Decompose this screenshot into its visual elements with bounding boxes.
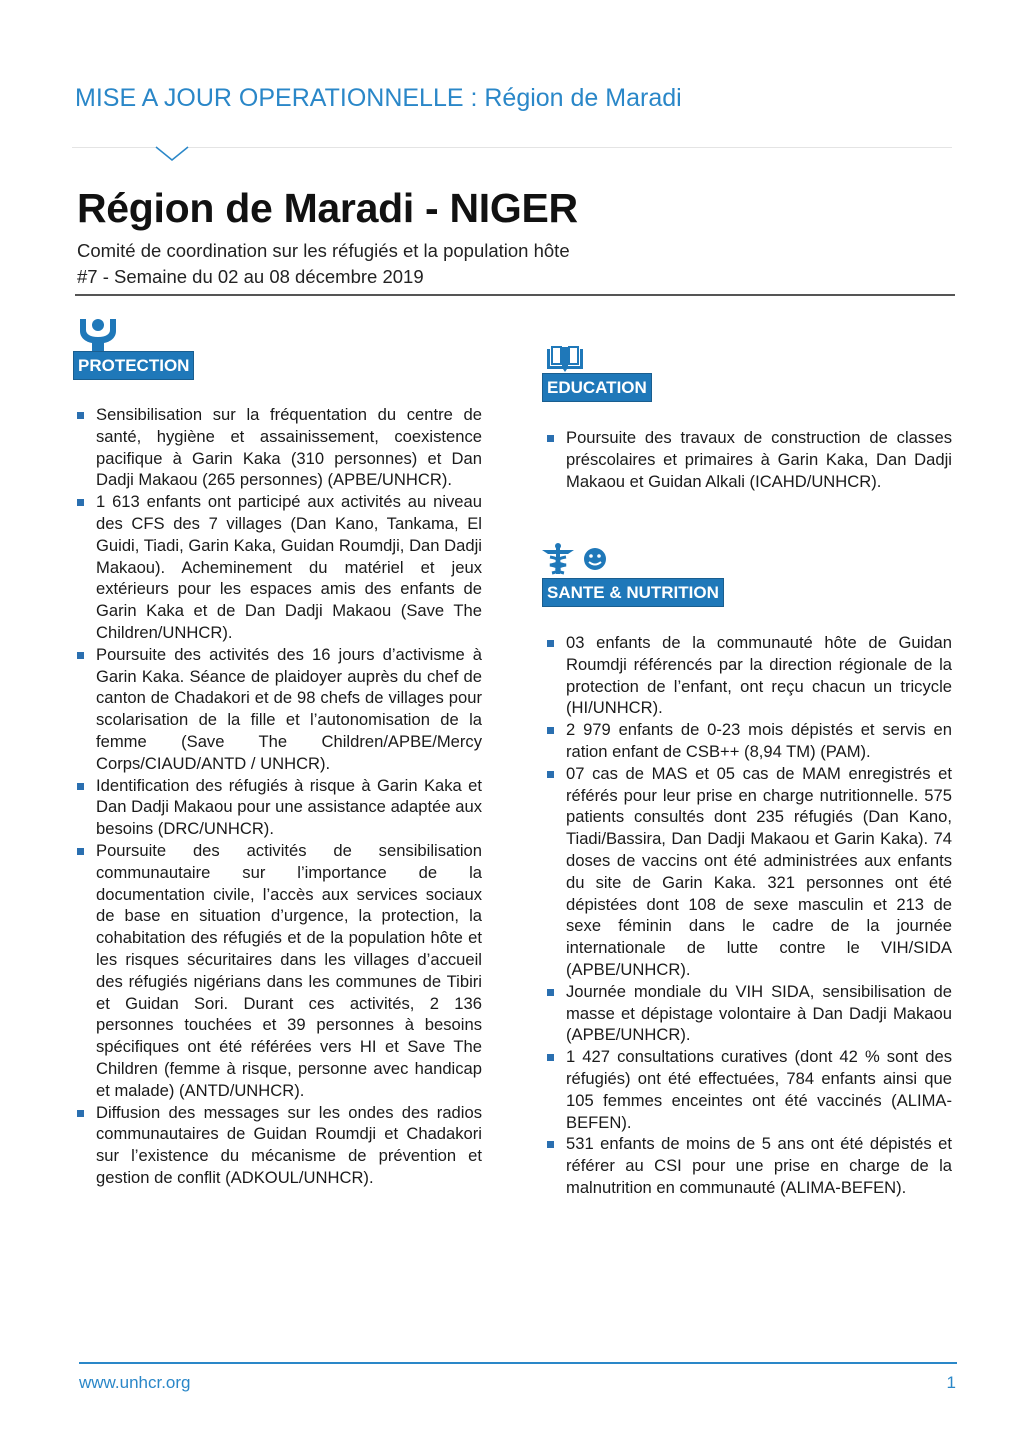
footer-divider	[79, 1362, 957, 1364]
page-number: 1	[946, 1373, 956, 1392]
page-title: Région de Maradi - NIGER	[77, 185, 578, 231]
title-divider	[75, 294, 955, 296]
list-item: Poursuite des activités des 16 jours d’activisme à Garin Kaka. Séance de plaidoyer auprès du chef de canton de Chadakori et de 98 chefs de villages pour scolarisation de la fille et l’autonomisation de la femme (Save The Children/APBE/Mercy Corps/CIAUD/ANTD / UNHCR).	[75, 644, 482, 775]
book-icon	[544, 345, 586, 373]
page-week: #7 - Semaine du 02 au 08 décembre 2019	[77, 266, 424, 287]
section-label-protection: PROTECTION	[73, 351, 194, 380]
footer-website-link[interactable]: www.unhcr.org	[79, 1373, 191, 1392]
list-item: Poursuite des travaux de construction de classes préscolaires et primaires à Garin Kaka, Dan Dadji Makaou et Guidan Alkali (ICAHD/UNHCR).	[545, 427, 952, 492]
list-item: Sensibilisation sur la fréquentation du centre de santé, hygiène et assainissement, coexistence pacifique à Garin Kaka (310 personnes) et Dan Dadji Makaou (265 personnes) (APBE/UNHCR).	[75, 404, 482, 491]
list-item: 07 cas de MAS et 05 cas de MAM enregistrés et référés pour leur prise en charge nutritionnelle. 575 patients consultés dont 235 réfugiés (Dan Kano, Tiadi/Bassira, Dan Dadji Makaou et Garin Kaka). 74 doses de vaccins ont été administrées aux enfants du site de Garin Kaka. 321 personnes ont été dépistées dont 108 de sexe masculin et 213 de sexe féminin dans le cadre de la journée internationale de lutte contre le VIH/SIDA (APBE/UNHCR).	[545, 763, 952, 981]
list-item: 531 enfants de moins de 5 ans ont été dépistés et référer au CSI pour une prise en charge de la malnutrition en communauté (ALIMA-BEFEN).	[545, 1133, 952, 1198]
list-item: 2 979 enfants de 0-23 mois dépistés et servis en ration enfant de CSB++ (8,94 TM) (PAM).	[545, 719, 952, 763]
health-caduceus-icon	[540, 542, 610, 576]
protection-list	[75, 404, 482, 1189]
list-item: Journée mondiale du VIH SIDA, sensibilisation de masse et dépistage volontaire à Dan Dadji Makaou (APBE/UNHCR).	[545, 981, 952, 1046]
page-subtitle: Comité de coordination sur les réfugiés et la population hôte	[77, 240, 570, 261]
list-item: 1 613 enfants ont participé aux activités au niveau des CFS des 7 villages (Dan Kano, Tankama, El Guidi, Tiadi, Garin Kaka, Guidan Roumdji, Dan Dadji Makaou). Acheminement du matériel et jeux extérieurs pour les espaces amis des enfants de Garin Kaka et de Dan Dadji Makaou (Save The Children/UNHCR).	[75, 491, 482, 644]
list-item: Diffusion des messages sur les ondes des radios communautaires de Guidan Roumdji et Chadakori sur l’existence du mécanisme de prévention et gestion de conflit (ADKOUL/UNHCR).	[75, 1102, 482, 1189]
banner-divider	[72, 147, 952, 148]
chevron-down-icon	[155, 146, 189, 162]
list-item: 03 enfants de la communauté hôte de Guidan Roumdji référencés par la direction régionale de la protection de l’enfant, ont reçu chacun un tricycle (HI/UNHCR).	[545, 632, 952, 719]
sante-list	[545, 632, 952, 1199]
protection-person-icon	[77, 316, 119, 352]
list-item: 1 427 consultations curatives (dont 42 % sont des réfugiés) ont été effectuées, 784 enfants ainsi que 105 femmes enceintes ont été vaccinés (ALIMA-BEFEN).	[545, 1046, 952, 1133]
list-item: Poursuite des activités de sensibilisation communautaire sur l’importance de la documentation civile, l’accès aux services sociaux de base en situation d’urgence, la protection, la cohabitation des réfugiés et de la population hôte et les risques sécuritaires dans les villages d’accueil des réfugiés nigérians dans les communes de Tibiri et Guidan Sori. Durant ces activités, 2 136 personnes touchées et 39 personnes à besoins spécifiques ont été référées vers HI et Save The Children (femme à risque, personne avec handicap et malade) (ANTD/UNHCR).	[75, 840, 482, 1102]
list-item: Identification des réfugiés à risque à Garin Kaka et Dan Dadji Makaou pour une assistance adaptée aux besoins (DRC/UNHCR).	[75, 775, 482, 840]
section-label-sante: SANTE & NUTRITION	[542, 578, 724, 607]
section-label-education: EDUCATION	[542, 373, 652, 402]
education-list	[545, 427, 952, 492]
banner-title: MISE A JOUR OPERATIONNELLE : Région de Maradi	[75, 84, 682, 112]
